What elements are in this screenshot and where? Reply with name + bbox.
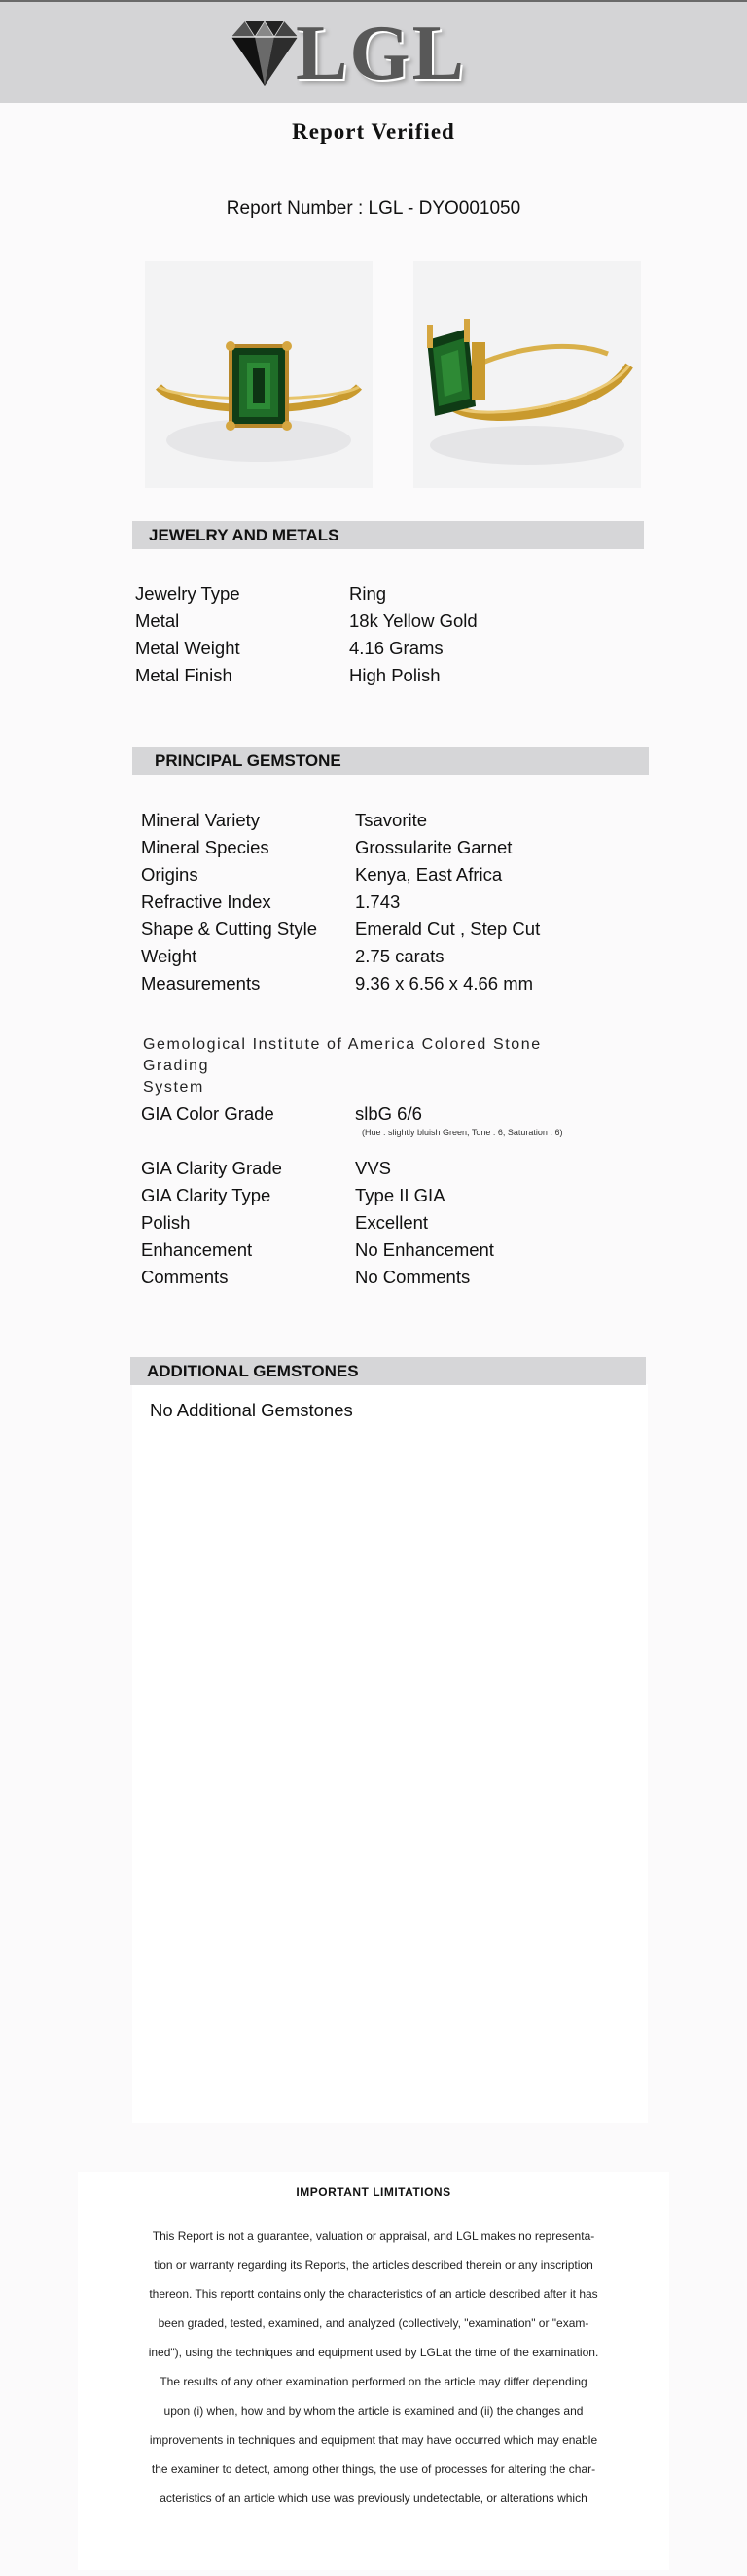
row-value: 2.75 carats (355, 946, 445, 966)
additional-text-row (150, 1397, 636, 1424)
row-value: High Polish (349, 665, 441, 685)
limitations-line: upon (i) when, how and by whom the article is examined and (ii) the changes and (163, 2404, 584, 2418)
row-value: Type II GIA (355, 1185, 445, 1205)
row-value: Tsavorite (355, 810, 428, 830)
row-label: Weight (141, 946, 197, 966)
clarity-rows (141, 1155, 627, 1291)
table-row (141, 943, 627, 970)
row-value: Ring (349, 583, 387, 604)
row-label: Comments (141, 1267, 229, 1287)
row-label: Refractive Index (141, 891, 271, 912)
row-value: No Enhancement (355, 1239, 494, 1260)
row-value: VVS (355, 1158, 392, 1178)
table-row (135, 662, 622, 689)
section-principal-gemstone: PRINCIPAL GEMSTONE (132, 747, 649, 775)
header-banner (0, 2, 747, 103)
ring-front-image (145, 261, 373, 488)
table-row (141, 1155, 627, 1182)
row-value: 18k Yellow Gold (349, 610, 478, 631)
ring-photo-side[interactable] (413, 261, 641, 488)
diamond-icon (226, 14, 303, 91)
principal-rows (141, 807, 627, 997)
row-value: slbG 6/6 (355, 1103, 422, 1124)
limitations-line: ined"), using the techniques and equipment used by LGLat the time of the examination. (148, 2346, 599, 2359)
limitations-line: been graded, tested, examined, and analyzed (collectively, "examination" or "exam- (158, 2316, 589, 2330)
table-row (141, 1264, 627, 1291)
row-label: GIA Color Grade (141, 1103, 274, 1124)
row-value: 4.16 Grams (349, 638, 444, 658)
table-row (135, 608, 622, 635)
table-row (141, 834, 627, 861)
logo-text: LGL (296, 11, 466, 96)
page-title: Report Verified (292, 120, 455, 144)
table-row (141, 1236, 627, 1264)
row-label: Enhancement (141, 1239, 253, 1260)
limitations-line: acteristics of an article which use was previously undetectable, or alterations which (160, 2491, 587, 2505)
jewelry-rows (135, 580, 622, 689)
color-grade-note: (Hue : slightly bluish Green, Tone : 6, Saturation : 6) (362, 1128, 563, 1137)
row-label: GIA Clarity Type (141, 1185, 271, 1205)
row-label: Origins (141, 864, 198, 885)
table-row (141, 970, 627, 997)
row-value: Kenya, East Africa (355, 864, 503, 885)
row-label: GIA Clarity Grade (141, 1158, 282, 1178)
gia-title-line: Gemological Institute of America Colored Stone Grading (143, 1036, 542, 1074)
row-value: 9.36 x 6.56 x 4.66 mm (355, 973, 534, 993)
ring-side-image (413, 261, 641, 488)
row-label: Jewelry Type (135, 583, 240, 604)
row-value: 1.743 (355, 891, 401, 912)
table-row (141, 807, 627, 834)
row-value: No Comments (355, 1267, 471, 1287)
gia-title-line: System (143, 1079, 204, 1096)
row-value: Excellent (355, 1212, 429, 1233)
limitations-line: the examiner to detect, among other things, the use of processes for altering the char- (151, 2462, 596, 2476)
important-limitations-heading: IMPORTANT LIMITATIONS (296, 2185, 451, 2199)
table-row (141, 1209, 627, 1236)
color-grade-row (141, 1100, 627, 1128)
gia-grading-system-title (143, 1034, 610, 1098)
row-label: Mineral Variety (141, 810, 261, 830)
row-label: Metal (135, 610, 180, 631)
ring-photo-front[interactable] (145, 261, 373, 488)
important-limitations-text (99, 2221, 648, 2513)
limitations-line: The results of any other examination performed on the article may differ depending (160, 2375, 587, 2388)
section-jewelry-and-metals: JEWELRY AND METALS (132, 521, 644, 549)
row-value: Grossularite Garnet (355, 837, 513, 857)
table-row (135, 580, 622, 608)
additional-gemstones-text: No Additional Gemstones (150, 1400, 353, 1420)
row-label: Polish (141, 1212, 191, 1233)
report-number: Report Number : LGL - DYO001050 (226, 198, 521, 219)
row-label: Measurements (141, 973, 261, 993)
limitations-line: tion or warranty regarding its Reports, the articles described therein or any inscription (154, 2258, 593, 2272)
row-label: Metal Weight (135, 638, 240, 658)
table-row (141, 888, 627, 916)
row-label: Mineral Species (141, 837, 269, 857)
table-row (141, 1182, 627, 1209)
additional-panel (132, 1384, 648, 2123)
row-label: Shape & Cutting Style (141, 919, 317, 939)
table-row (141, 916, 627, 943)
section-additional-gemstones: ADDITIONAL GEMSTONES (130, 1357, 646, 1385)
table-row (141, 861, 627, 888)
table-row (135, 635, 622, 662)
row-value: Emerald Cut , Step Cut (355, 919, 541, 939)
lgl-logo[interactable] (226, 10, 479, 97)
table-row (141, 1100, 627, 1128)
limitations-line: thereon. This reportt contains only the characteristics of an article described after it has (149, 2287, 598, 2301)
row-label: Metal Finish (135, 665, 232, 685)
limitations-line: This Report is not a guarantee, valuation or appraisal, and LGL makes no representa- (152, 2229, 595, 2243)
limitations-line: improvements in techniques and equipment that may have occurred which may enable (149, 2433, 598, 2447)
